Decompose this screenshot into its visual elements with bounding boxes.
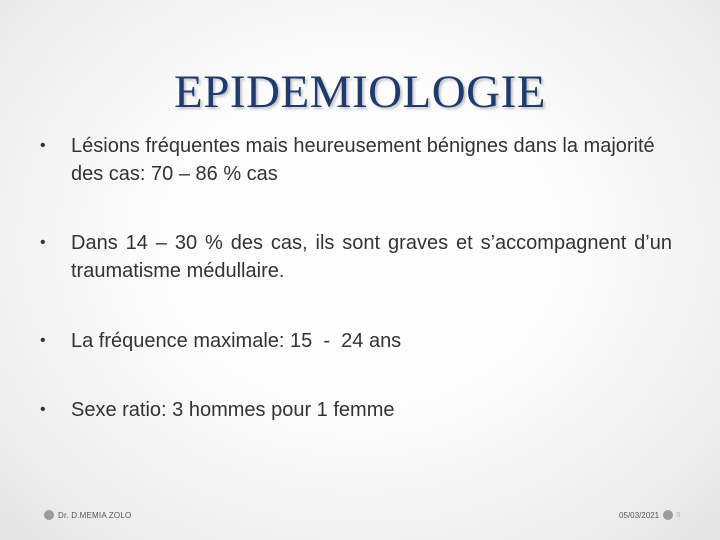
bullet-marker: • (40, 332, 46, 349)
footer-dot-icon (44, 510, 54, 520)
bullet-text: La fréquence maximale: 15 - 24 ans (71, 330, 402, 352)
bullet-item (40, 396, 672, 424)
bullet-marker: • (40, 401, 46, 418)
footer-date: 05/03/2021 (619, 510, 660, 520)
footer-author: Dr. D.MEMIA ZOLO (58, 510, 132, 520)
footer-dot-icon (663, 510, 673, 520)
page-number: 3 (676, 511, 680, 519)
bullet-marker: • (40, 234, 46, 251)
footer-date-block (619, 509, 680, 521)
bullet-text: Sexe ratio: 3 hommes pour 1 femme (71, 399, 395, 421)
bullet-text: Dans 14 – 30 % des cas, ils sont graves et s’accompagnent d’un traumatisme médullaire. (71, 232, 672, 282)
bullet-item (40, 132, 672, 188)
bullet-item (40, 229, 672, 285)
bullet-text: Lésions fréquentes mais heureusement bénignes dans la majorité des cas: 70 – 86 % cas (71, 135, 655, 185)
bullet-marker: • (40, 137, 46, 154)
bullet-item (40, 327, 672, 355)
footer-author-block (44, 509, 131, 521)
slide-title: EPIDEMIOLOGIE (174, 66, 546, 118)
